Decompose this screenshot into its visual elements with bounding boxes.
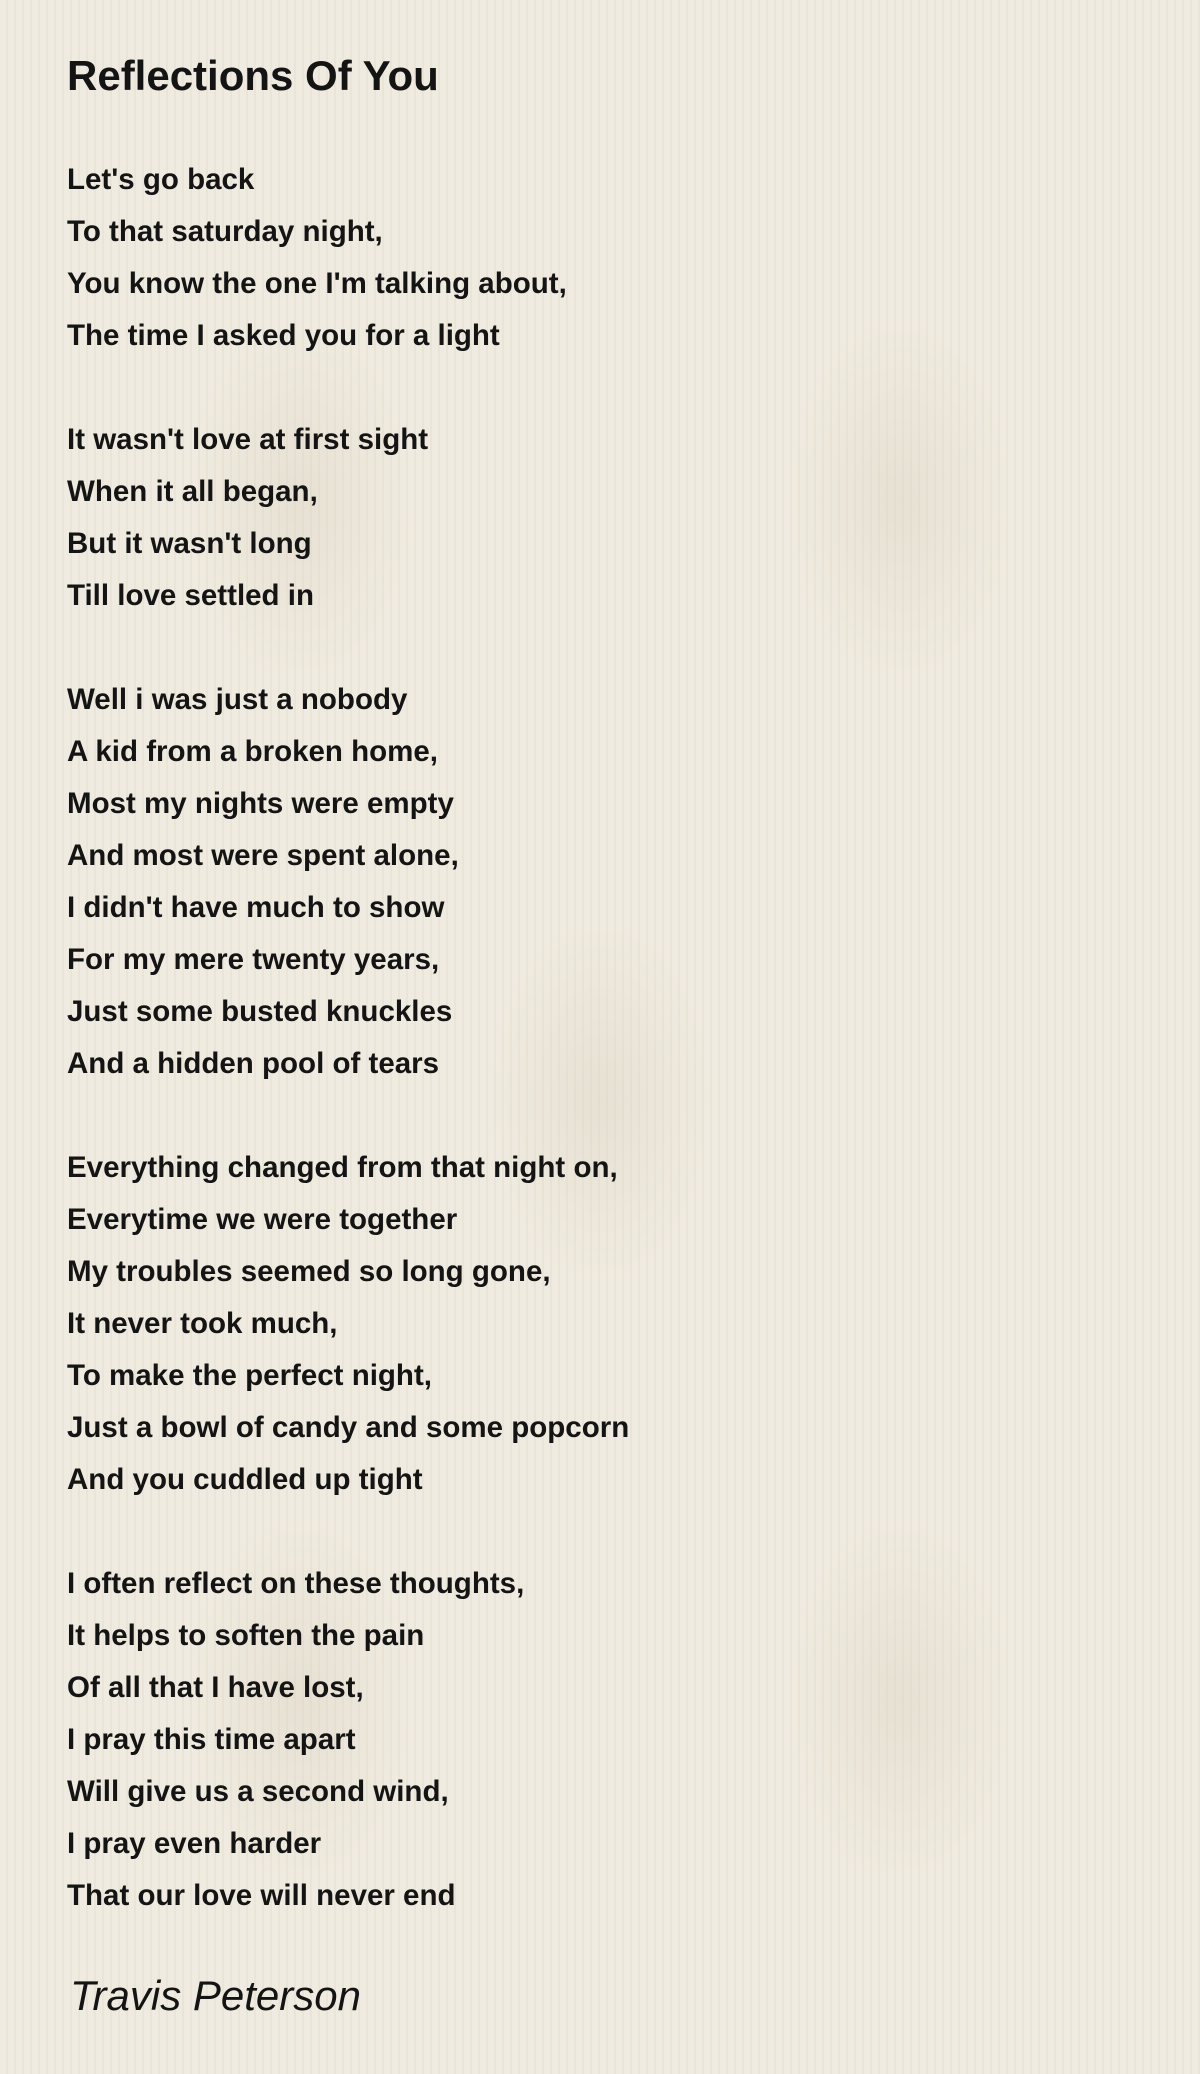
stanza — [67, 414, 1147, 622]
poem-line: For my mere twenty years, — [67, 943, 440, 976]
poem-line: Of all that I have lost, — [67, 1671, 364, 1704]
stanza — [67, 1142, 1147, 1506]
poem-line: Well i was just a nobody — [67, 683, 408, 716]
stanza — [67, 674, 1147, 1090]
poem-line: It wasn't love at first sight — [67, 423, 429, 456]
poem-line: My troubles seemed so long gone, — [67, 1255, 551, 1288]
poem-line: When it all began, — [67, 475, 318, 508]
poem-line: The time I asked you for a light — [67, 319, 500, 352]
poem-line: To that saturday night, — [67, 215, 383, 248]
poem-author: Travis Peterson — [70, 1972, 361, 2019]
poem-line: And most were spent alone, — [67, 839, 459, 872]
poem-line: Everything changed from that night on, — [67, 1151, 618, 1184]
poem-line: It helps to soften the pain — [67, 1619, 425, 1652]
poem-line: You know the one I'm talking about, — [67, 267, 567, 300]
stanza — [67, 154, 1147, 362]
poem-line: Most my nights were empty — [67, 787, 454, 820]
poem-line: I didn't have much to show — [67, 891, 445, 924]
poem-line: Just some busted knuckles — [67, 995, 453, 1028]
poem-line: But it wasn't long — [67, 527, 312, 560]
poem-line: Let's go back — [67, 163, 255, 196]
poem-line: That our love will never end — [67, 1879, 456, 1912]
poem-line: And a hidden pool of tears — [67, 1047, 440, 1080]
poem-line: I pray this time apart — [67, 1723, 356, 1756]
poem-line: I often reflect on these thoughts, — [67, 1567, 525, 1600]
poem-line: A kid from a broken home, — [67, 735, 438, 768]
poem-line: Everytime we were together — [67, 1203, 458, 1236]
stanza — [67, 1558, 1147, 1922]
poem-line: I pray even harder — [67, 1827, 322, 1860]
poem-container — [67, 50, 1147, 1974]
poem-line: To make the perfect night, — [67, 1359, 432, 1392]
poem-line: Till love settled in — [67, 579, 314, 612]
poem-line: Just a bowl of candy and some popcorn — [67, 1411, 630, 1444]
poem-title: Reflections Of You — [67, 52, 439, 99]
poem-line: It never took much, — [67, 1307, 338, 1340]
poem-line: And you cuddled up tight — [67, 1463, 423, 1496]
poem-line: Will give us a second wind, — [67, 1775, 449, 1808]
